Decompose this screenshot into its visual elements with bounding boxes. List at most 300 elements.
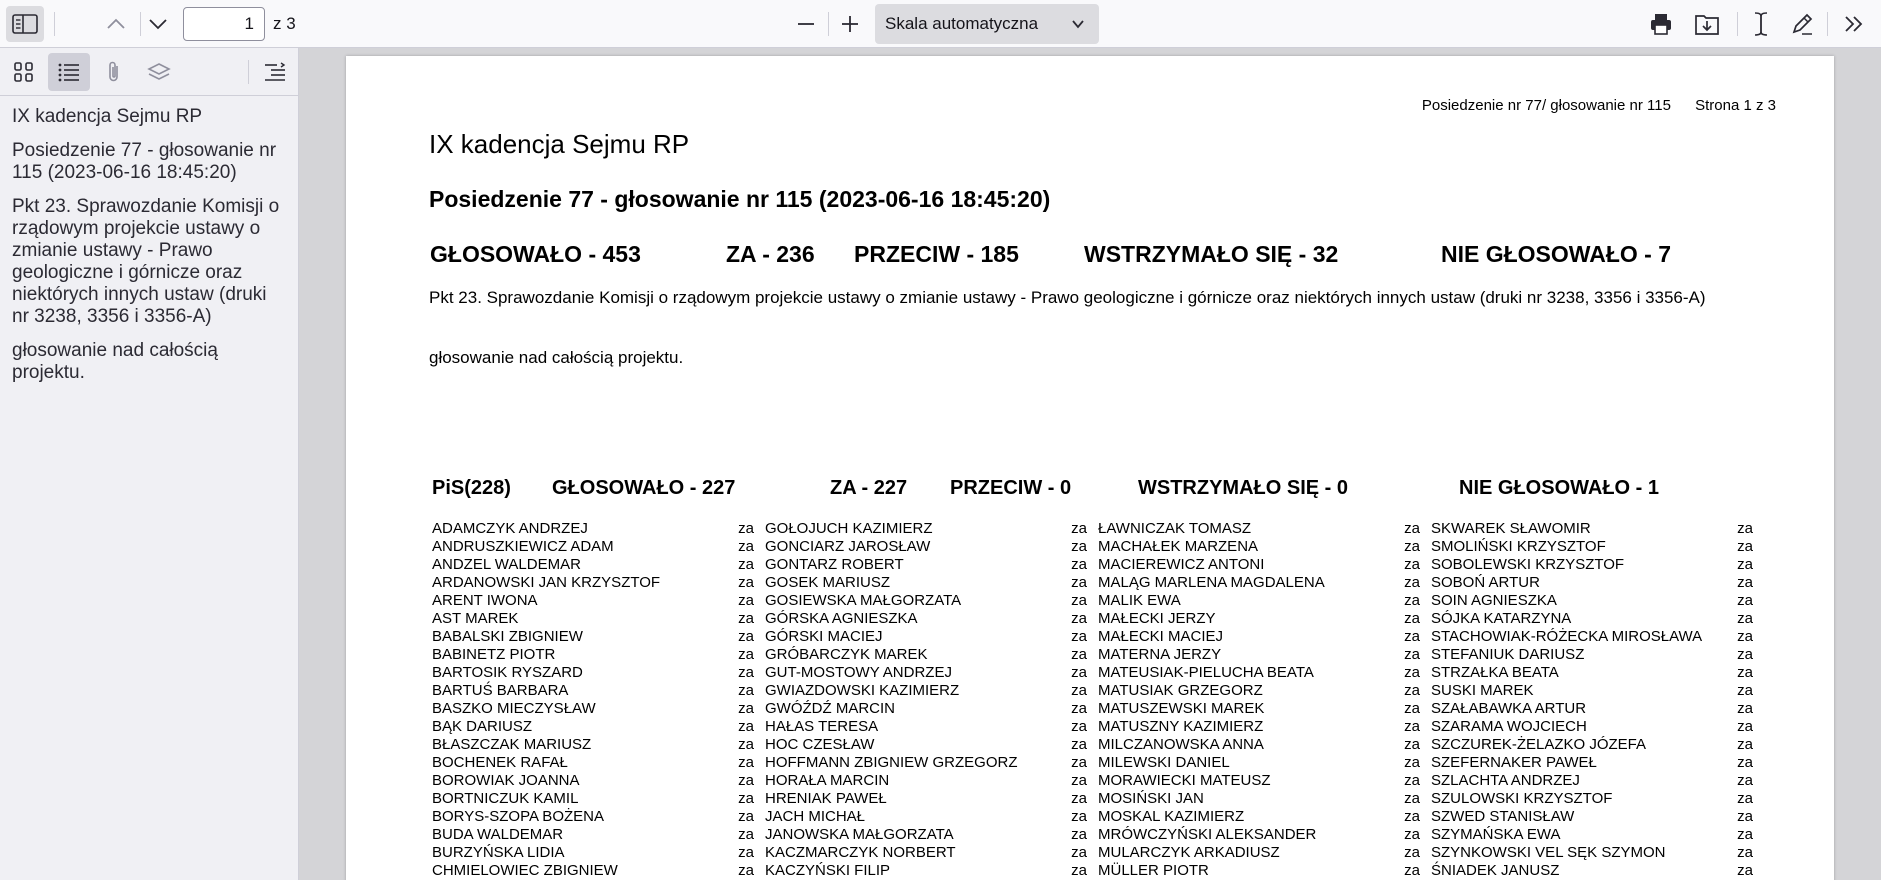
member-row	[1098, 574, 1428, 592]
member-row	[432, 574, 762, 592]
member-row	[765, 754, 1095, 772]
member-vote: za	[1404, 574, 1420, 591]
member-name: GONTARZ ROBERT	[765, 556, 904, 573]
member-row	[765, 700, 1095, 718]
zoom-scale-select[interactable]	[875, 4, 1099, 44]
member-row	[765, 592, 1095, 610]
page-number-input[interactable]	[183, 7, 265, 41]
member-name: SZLACHTA ANDRZEJ	[1431, 772, 1580, 789]
member-vote: za	[1404, 628, 1420, 645]
member-name: ARDANOWSKI JAN KRZYSZTOF	[432, 574, 661, 591]
club-za: ZA - 227	[830, 477, 908, 499]
member-name: SÓJKA KATARZYNA	[1431, 610, 1572, 627]
member-row	[765, 718, 1095, 736]
member-name: BORTNICZUK KAMIL	[432, 790, 579, 807]
member-row	[765, 790, 1095, 808]
club-nie-glosowalo: NIE GŁOSOWAŁO - 1	[1459, 477, 1660, 499]
member-name: MOSKAL KAZIMIERZ	[1098, 808, 1245, 825]
member-name: MULARCZYK ARKADIUSZ	[1098, 844, 1280, 861]
layers-icon	[147, 61, 171, 83]
member-row	[432, 646, 762, 664]
member-vote: za	[738, 556, 754, 573]
member-row	[765, 520, 1095, 538]
member-name: BĄK DARIUSZ	[432, 718, 533, 735]
member-row	[765, 772, 1095, 790]
member-vote: za	[1404, 808, 1420, 825]
member-row	[765, 682, 1095, 700]
member-name: GÓRSKA AGNIESZKA	[765, 610, 918, 627]
member-name: MRÓWCZYŃSKI ALEKSANDER	[1098, 826, 1317, 843]
member-row	[1098, 610, 1428, 628]
member-name: GONCIARZ JAROSŁAW	[765, 538, 931, 555]
member-name: SOIN AGNIESZKA	[1431, 592, 1557, 609]
member-name: SKWAREK SŁAWOMIR	[1431, 520, 1591, 537]
member-row	[1431, 862, 1761, 880]
member-vote: za	[1071, 646, 1087, 663]
member-row	[1431, 772, 1761, 790]
member-vote: za	[738, 574, 754, 591]
member-row	[1431, 574, 1761, 592]
member-name: MOSIŃSKI JAN	[1098, 790, 1204, 807]
member-name: BARTOSIK RYSZARD	[432, 664, 583, 681]
member-name: SOBOŃ ARTUR	[1431, 574, 1540, 591]
text-tool-button[interactable]	[1745, 8, 1777, 40]
member-row	[1098, 772, 1428, 790]
member-vote: za	[1737, 826, 1753, 843]
member-name: ANDRUSZKIEWICZ ADAM	[432, 538, 614, 555]
member-name: SZULOWSKI KRZYSZTOF	[1431, 790, 1613, 807]
member-vote: za	[1737, 574, 1753, 591]
member-row	[432, 826, 762, 844]
member-row	[1098, 556, 1428, 574]
member-row	[1098, 628, 1428, 646]
member-row	[432, 862, 762, 880]
next-page-button[interactable]	[142, 8, 174, 40]
member-row	[765, 844, 1095, 862]
member-name: STACHOWIAK-RÓŻECKA MIROSŁAWA	[1431, 628, 1703, 645]
member-vote: za	[738, 862, 754, 879]
member-row	[1431, 682, 1761, 700]
save-button[interactable]	[1691, 8, 1723, 40]
member-vote: za	[1404, 556, 1420, 573]
pen-icon	[1790, 12, 1814, 36]
members-column	[1431, 520, 1761, 880]
member-vote: za	[1404, 754, 1420, 771]
member-row	[765, 628, 1095, 646]
pdf-page	[346, 56, 1834, 880]
document-title: IX kadencja Sejmu RP	[429, 129, 690, 159]
member-name: GWÓŹDŹ MARCIN	[765, 700, 895, 717]
member-vote: za	[738, 790, 754, 807]
member-name: AST MAREK	[432, 610, 519, 627]
attachments-view-button[interactable]	[93, 53, 135, 91]
member-vote: za	[738, 844, 754, 861]
draw-tool-button[interactable]	[1786, 8, 1818, 40]
member-name: STEFANIUK DARIUSZ	[1431, 646, 1585, 663]
member-name: CHMIELOWIEC ZBIGNIEW	[432, 862, 618, 879]
member-vote: za	[738, 772, 754, 789]
member-vote: za	[1071, 772, 1087, 789]
member-vote: za	[1737, 538, 1753, 555]
member-row	[765, 862, 1095, 880]
member-vote: za	[1737, 664, 1753, 681]
member-row	[1098, 808, 1428, 826]
member-row	[1431, 520, 1761, 538]
member-vote: za	[1071, 664, 1087, 681]
member-name: MATUSZNY KAZIMIERZ	[1098, 718, 1264, 735]
member-row	[765, 646, 1095, 664]
previous-page-button[interactable]	[100, 8, 132, 40]
member-vote: za	[1404, 592, 1420, 609]
member-name: GWIAZDOWSKI KAZIMIERZ	[765, 682, 960, 699]
member-vote: za	[738, 700, 754, 717]
layers-view-button[interactable]	[138, 53, 180, 91]
outline-item[interactable]: Pkt 23. Sprawozdanie Komisji o rządowym projekcie ustawy o zmianie ustawy - Prawo geologiczne i górnicze oraz niektórych innych ustaw (druki nr 3238, 3356 i 3356-A)	[12, 196, 280, 327]
member-vote: za	[738, 610, 754, 627]
member-name: ADAMCZYK ANDRZEJ	[432, 520, 588, 537]
total-przeciw: PRZECIW - 185	[854, 241, 1019, 267]
member-name: SZAŁABAWKA ARTUR	[1431, 700, 1587, 717]
member-name: GOŁOJUCH KAZIMIERZ	[765, 520, 933, 537]
member-row	[1431, 700, 1761, 718]
member-row	[1431, 538, 1761, 556]
member-name: HORAŁA MARCIN	[765, 772, 890, 789]
member-vote: za	[1737, 772, 1753, 789]
member-vote: za	[1404, 538, 1420, 555]
agenda-point: Pkt 23. Sprawozdanie Komisji o rządowym projekcie ustawy o zmianie ustawy - Prawo geologiczne i górnicze oraz niektórych innych ustaw (druki nr 3238, 3356 i 3356-A)	[429, 288, 1706, 307]
total-wstrzymalo: WSTRZYMAŁO SIĘ - 32	[1084, 241, 1339, 267]
member-vote: za	[1071, 520, 1087, 537]
total-voted: GŁOSOWAŁO - 453	[430, 241, 641, 267]
member-row	[765, 556, 1095, 574]
sidebar	[0, 48, 299, 880]
member-name: ŚNIADEK JANUSZ	[1431, 862, 1560, 879]
member-row	[432, 808, 762, 826]
member-row	[765, 538, 1095, 556]
sidebar-toggle-button[interactable]	[6, 6, 44, 42]
zoom-in-button[interactable]	[834, 8, 866, 40]
member-row	[1431, 844, 1761, 862]
sidebar-toggle-icon	[12, 14, 38, 34]
member-name: MALIK EWA	[1098, 592, 1181, 609]
member-name: GOSEK MARIUSZ	[765, 574, 891, 591]
member-vote: za	[1404, 844, 1420, 861]
member-name: BUDA WALDEMAR	[432, 826, 564, 843]
member-name: ARENT IWONA	[432, 592, 538, 609]
member-name: MILCZANOWSKA ANNA	[1098, 736, 1264, 753]
member-vote: za	[738, 826, 754, 843]
member-name: HAŁAS TERESA	[765, 718, 879, 735]
member-name: MAŁECKI JERZY	[1098, 610, 1216, 627]
member-name: MACHAŁEK MARZENA	[1098, 538, 1259, 555]
chevron-down-icon	[1069, 15, 1087, 33]
member-vote: za	[1071, 628, 1087, 645]
member-vote: za	[1071, 736, 1087, 753]
member-name: BORYS-SZOPA BOŻENA	[432, 808, 604, 825]
member-row	[1431, 736, 1761, 754]
member-name: MÜLLER PIOTR	[1098, 862, 1209, 879]
member-row	[1098, 718, 1428, 736]
outline-view-button[interactable]	[48, 53, 90, 91]
member-row	[432, 736, 762, 754]
member-name: GOSIEWSKA MAŁGORZATA	[765, 592, 962, 609]
member-vote: za	[1737, 628, 1753, 645]
member-vote: za	[1737, 700, 1753, 717]
member-name: MAŁECKI MACIEJ	[1098, 628, 1224, 645]
member-vote: za	[1737, 862, 1753, 879]
member-name: JACH MICHAŁ	[765, 808, 866, 825]
document-viewer[interactable]	[299, 48, 1881, 880]
member-name: KACZMARCZYK NORBERT	[765, 844, 956, 861]
member-vote: za	[738, 628, 754, 645]
member-row	[1098, 682, 1428, 700]
page-header-page-number: Strona 1 z 3	[1695, 97, 1776, 114]
member-vote: za	[738, 736, 754, 753]
member-vote: za	[1071, 844, 1087, 861]
member-vote: za	[1071, 754, 1087, 771]
member-vote: za	[738, 682, 754, 699]
member-row	[1431, 628, 1761, 646]
member-vote: za	[1071, 574, 1087, 591]
member-row	[1098, 844, 1428, 862]
member-name: SZEFERNAKER PAWEŁ	[1431, 754, 1597, 771]
member-row	[432, 520, 762, 538]
member-vote: za	[1071, 538, 1087, 555]
member-name: HOFFMANN ZBIGNIEW GRZEGORZ	[765, 754, 1018, 771]
member-row	[1098, 520, 1428, 538]
member-name: BABALSKI ZBIGNIEW	[432, 628, 583, 645]
member-name: BOROWIAK JOANNA	[432, 772, 580, 789]
member-vote: za	[1737, 592, 1753, 609]
member-vote: za	[1404, 718, 1420, 735]
member-vote: za	[738, 808, 754, 825]
member-vote: za	[1404, 664, 1420, 681]
plus-icon	[840, 14, 860, 34]
member-vote: za	[738, 646, 754, 663]
member-row	[432, 592, 762, 610]
text-cursor-icon	[1750, 11, 1772, 37]
member-row	[1098, 826, 1428, 844]
member-name: SUSKI MAREK	[1431, 682, 1534, 699]
member-name: MILEWSKI DANIEL	[1098, 754, 1230, 771]
member-row	[1098, 700, 1428, 718]
member-name: BURZYŃSKA LIDIA	[432, 844, 565, 861]
club-przeciw: PRZECIW - 0	[950, 477, 1072, 499]
member-vote: za	[1071, 700, 1087, 717]
member-vote: za	[1071, 790, 1087, 807]
member-vote: za	[1404, 862, 1420, 879]
club-name: PiS(228)	[432, 477, 511, 499]
member-name: BARTUŚ BARBARA	[432, 682, 569, 699]
member-row	[1098, 790, 1428, 808]
document-subtitle: Posiedzenie 77 - głosowanie nr 115 (2023-06-16 18:45:20)	[429, 186, 1051, 212]
page-header	[1422, 97, 1776, 114]
member-name: HOC CZESŁAW	[765, 736, 875, 753]
member-vote: za	[738, 538, 754, 555]
member-name: BASZKO MIECZYSŁAW	[432, 700, 596, 717]
member-vote: za	[738, 592, 754, 609]
member-name: SZYMAŃSKA EWA	[1431, 826, 1561, 843]
member-name: MATUSZEWSKI MAREK	[1098, 700, 1265, 717]
member-vote: za	[738, 718, 754, 735]
member-row	[1431, 718, 1761, 736]
page-count-label: z 3	[273, 14, 296, 33]
member-name: SZARAMA WOJCIECH	[1431, 718, 1587, 735]
member-vote: za	[1071, 610, 1087, 627]
member-name: BOCHENEK RAFAŁ	[432, 754, 568, 771]
total-za: ZA - 236	[726, 241, 815, 267]
member-vote: za	[1404, 682, 1420, 699]
member-vote: za	[1404, 520, 1420, 537]
member-row	[432, 682, 762, 700]
sidebar-view-switcher	[0, 48, 299, 96]
member-vote: za	[1737, 754, 1753, 771]
member-row	[1431, 646, 1761, 664]
page-header-session: Posiedzenie nr 77/ głosowanie nr 115	[1421, 97, 1671, 114]
member-row	[432, 772, 762, 790]
member-row	[1098, 736, 1428, 754]
member-vote: za	[1404, 790, 1420, 807]
outline-item[interactable]: Posiedzenie 77 - głosowanie nr 115 (2023-06-16 18:45:20)	[12, 140, 277, 183]
member-vote: za	[738, 520, 754, 537]
printer-icon	[1649, 12, 1673, 36]
member-vote: za	[1737, 646, 1753, 663]
member-name: HRENIAK PAWEŁ	[765, 790, 887, 807]
member-row	[1098, 592, 1428, 610]
member-vote: za	[1404, 736, 1420, 753]
member-vote: za	[1071, 682, 1087, 699]
club-voted: GŁOSOWAŁO - 227	[552, 477, 736, 499]
vote-subject: głosowanie nad całością projektu.	[429, 348, 684, 367]
member-row	[1431, 610, 1761, 628]
member-row	[432, 628, 762, 646]
minus-icon	[796, 14, 816, 34]
member-vote: za	[1737, 610, 1753, 627]
member-vote: za	[1404, 772, 1420, 789]
member-row	[1098, 664, 1428, 682]
document-outline	[12, 106, 287, 396]
zoom-scale-value: Skala automatyczna	[885, 14, 1039, 33]
member-vote: za	[1737, 682, 1753, 699]
member-name: SMOLIŃSKI KRZYSZTOF	[1431, 538, 1606, 555]
member-vote: za	[1404, 610, 1420, 627]
member-name: JANOWSKA MAŁGORZATA	[765, 826, 954, 843]
member-row	[765, 826, 1095, 844]
member-vote: za	[1071, 862, 1087, 879]
member-row	[1431, 790, 1761, 808]
member-row	[432, 556, 762, 574]
member-row	[1431, 808, 1761, 826]
double-chevron-right-icon	[1843, 14, 1865, 34]
member-name: KACZYŃSKI FILIP	[765, 862, 891, 879]
member-row	[1098, 538, 1428, 556]
list-icon	[57, 61, 81, 83]
member-vote: za	[1071, 556, 1087, 573]
member-row	[765, 574, 1095, 592]
member-row	[432, 538, 762, 556]
grid-icon	[13, 61, 35, 83]
member-name: GÓRSKI MACIEJ	[765, 628, 883, 645]
member-vote: za	[1737, 808, 1753, 825]
members-column	[432, 520, 762, 880]
download-icon	[1694, 12, 1720, 36]
member-name: MATEUSIAK-PIELUCHA BEATA	[1098, 664, 1314, 681]
member-row	[1098, 862, 1428, 880]
member-vote: za	[1737, 844, 1753, 861]
paperclip-icon	[104, 60, 124, 84]
member-name: ŁAWNICZAK TOMASZ	[1098, 520, 1252, 537]
member-vote: za	[1404, 646, 1420, 663]
member-row	[765, 610, 1095, 628]
member-row	[1431, 754, 1761, 772]
member-name: SZYNKOWSKI VEL SĘK SZYMON	[1431, 844, 1666, 861]
member-vote: za	[1737, 718, 1753, 735]
outline-locate-icon	[263, 61, 287, 83]
total-nie-glosowalo: NIE GŁOSOWAŁO - 7	[1441, 241, 1672, 267]
tools-menu-button[interactable]	[1838, 8, 1870, 40]
member-vote: za	[1071, 592, 1087, 609]
member-vote: za	[1737, 556, 1753, 573]
members-column	[765, 520, 1095, 880]
member-vote: za	[1737, 790, 1753, 807]
chevron-down-icon	[148, 18, 168, 30]
thumbnails-view-button[interactable]	[3, 53, 45, 91]
member-row	[1431, 826, 1761, 844]
member-row	[1431, 556, 1761, 574]
club-wstrzymalo: WSTRZYMAŁO SIĘ - 0	[1138, 477, 1348, 499]
member-vote: za	[1071, 808, 1087, 825]
member-name: SZWED STANISŁAW	[1431, 808, 1575, 825]
current-outline-item-button[interactable]	[254, 53, 296, 91]
member-vote: za	[1404, 826, 1420, 843]
member-row	[432, 754, 762, 772]
member-name: SZCZUREK-ŻELAZKO JÓZEFA	[1431, 736, 1647, 753]
member-row	[432, 790, 762, 808]
member-row	[1098, 754, 1428, 772]
member-name: GRÓBARCZYK MAREK	[765, 646, 928, 663]
member-vote: za	[738, 664, 754, 681]
member-row	[432, 718, 762, 736]
outline-item[interactable]: IX kadencja Sejmu RP	[12, 106, 203, 127]
member-row	[432, 700, 762, 718]
chevron-up-icon	[106, 18, 126, 30]
member-name: STRZAŁKA BEATA	[1431, 664, 1559, 681]
member-vote: za	[1071, 826, 1087, 843]
member-row	[432, 664, 762, 682]
member-vote: za	[738, 754, 754, 771]
member-name: BABINETZ PIOTR	[432, 646, 556, 663]
member-row	[1098, 646, 1428, 664]
toolbar	[0, 0, 1881, 48]
zoom-out-button[interactable]	[790, 8, 822, 40]
print-button[interactable]	[1645, 8, 1677, 40]
member-row	[765, 736, 1095, 754]
member-vote: za	[1404, 700, 1420, 717]
member-name: MACIEREWICZ ANTONI	[1098, 556, 1265, 573]
member-row	[765, 808, 1095, 826]
members-column	[1098, 520, 1428, 880]
member-name: MORAWIECKI MATEUSZ	[1098, 772, 1271, 789]
member-name: ANDZEL WALDEMAR	[432, 556, 581, 573]
member-name: BŁASZCZAK MARIUSZ	[432, 736, 592, 753]
member-name: MATERNA JERZY	[1098, 646, 1222, 663]
member-row	[765, 664, 1095, 682]
outline-item[interactable]: głosowanie nad całością projektu.	[12, 340, 218, 383]
member-row	[1431, 592, 1761, 610]
member-vote: za	[1737, 736, 1753, 753]
member-name: GUT-MOSTOWY ANDRZEJ	[765, 664, 952, 681]
member-row	[1431, 664, 1761, 682]
